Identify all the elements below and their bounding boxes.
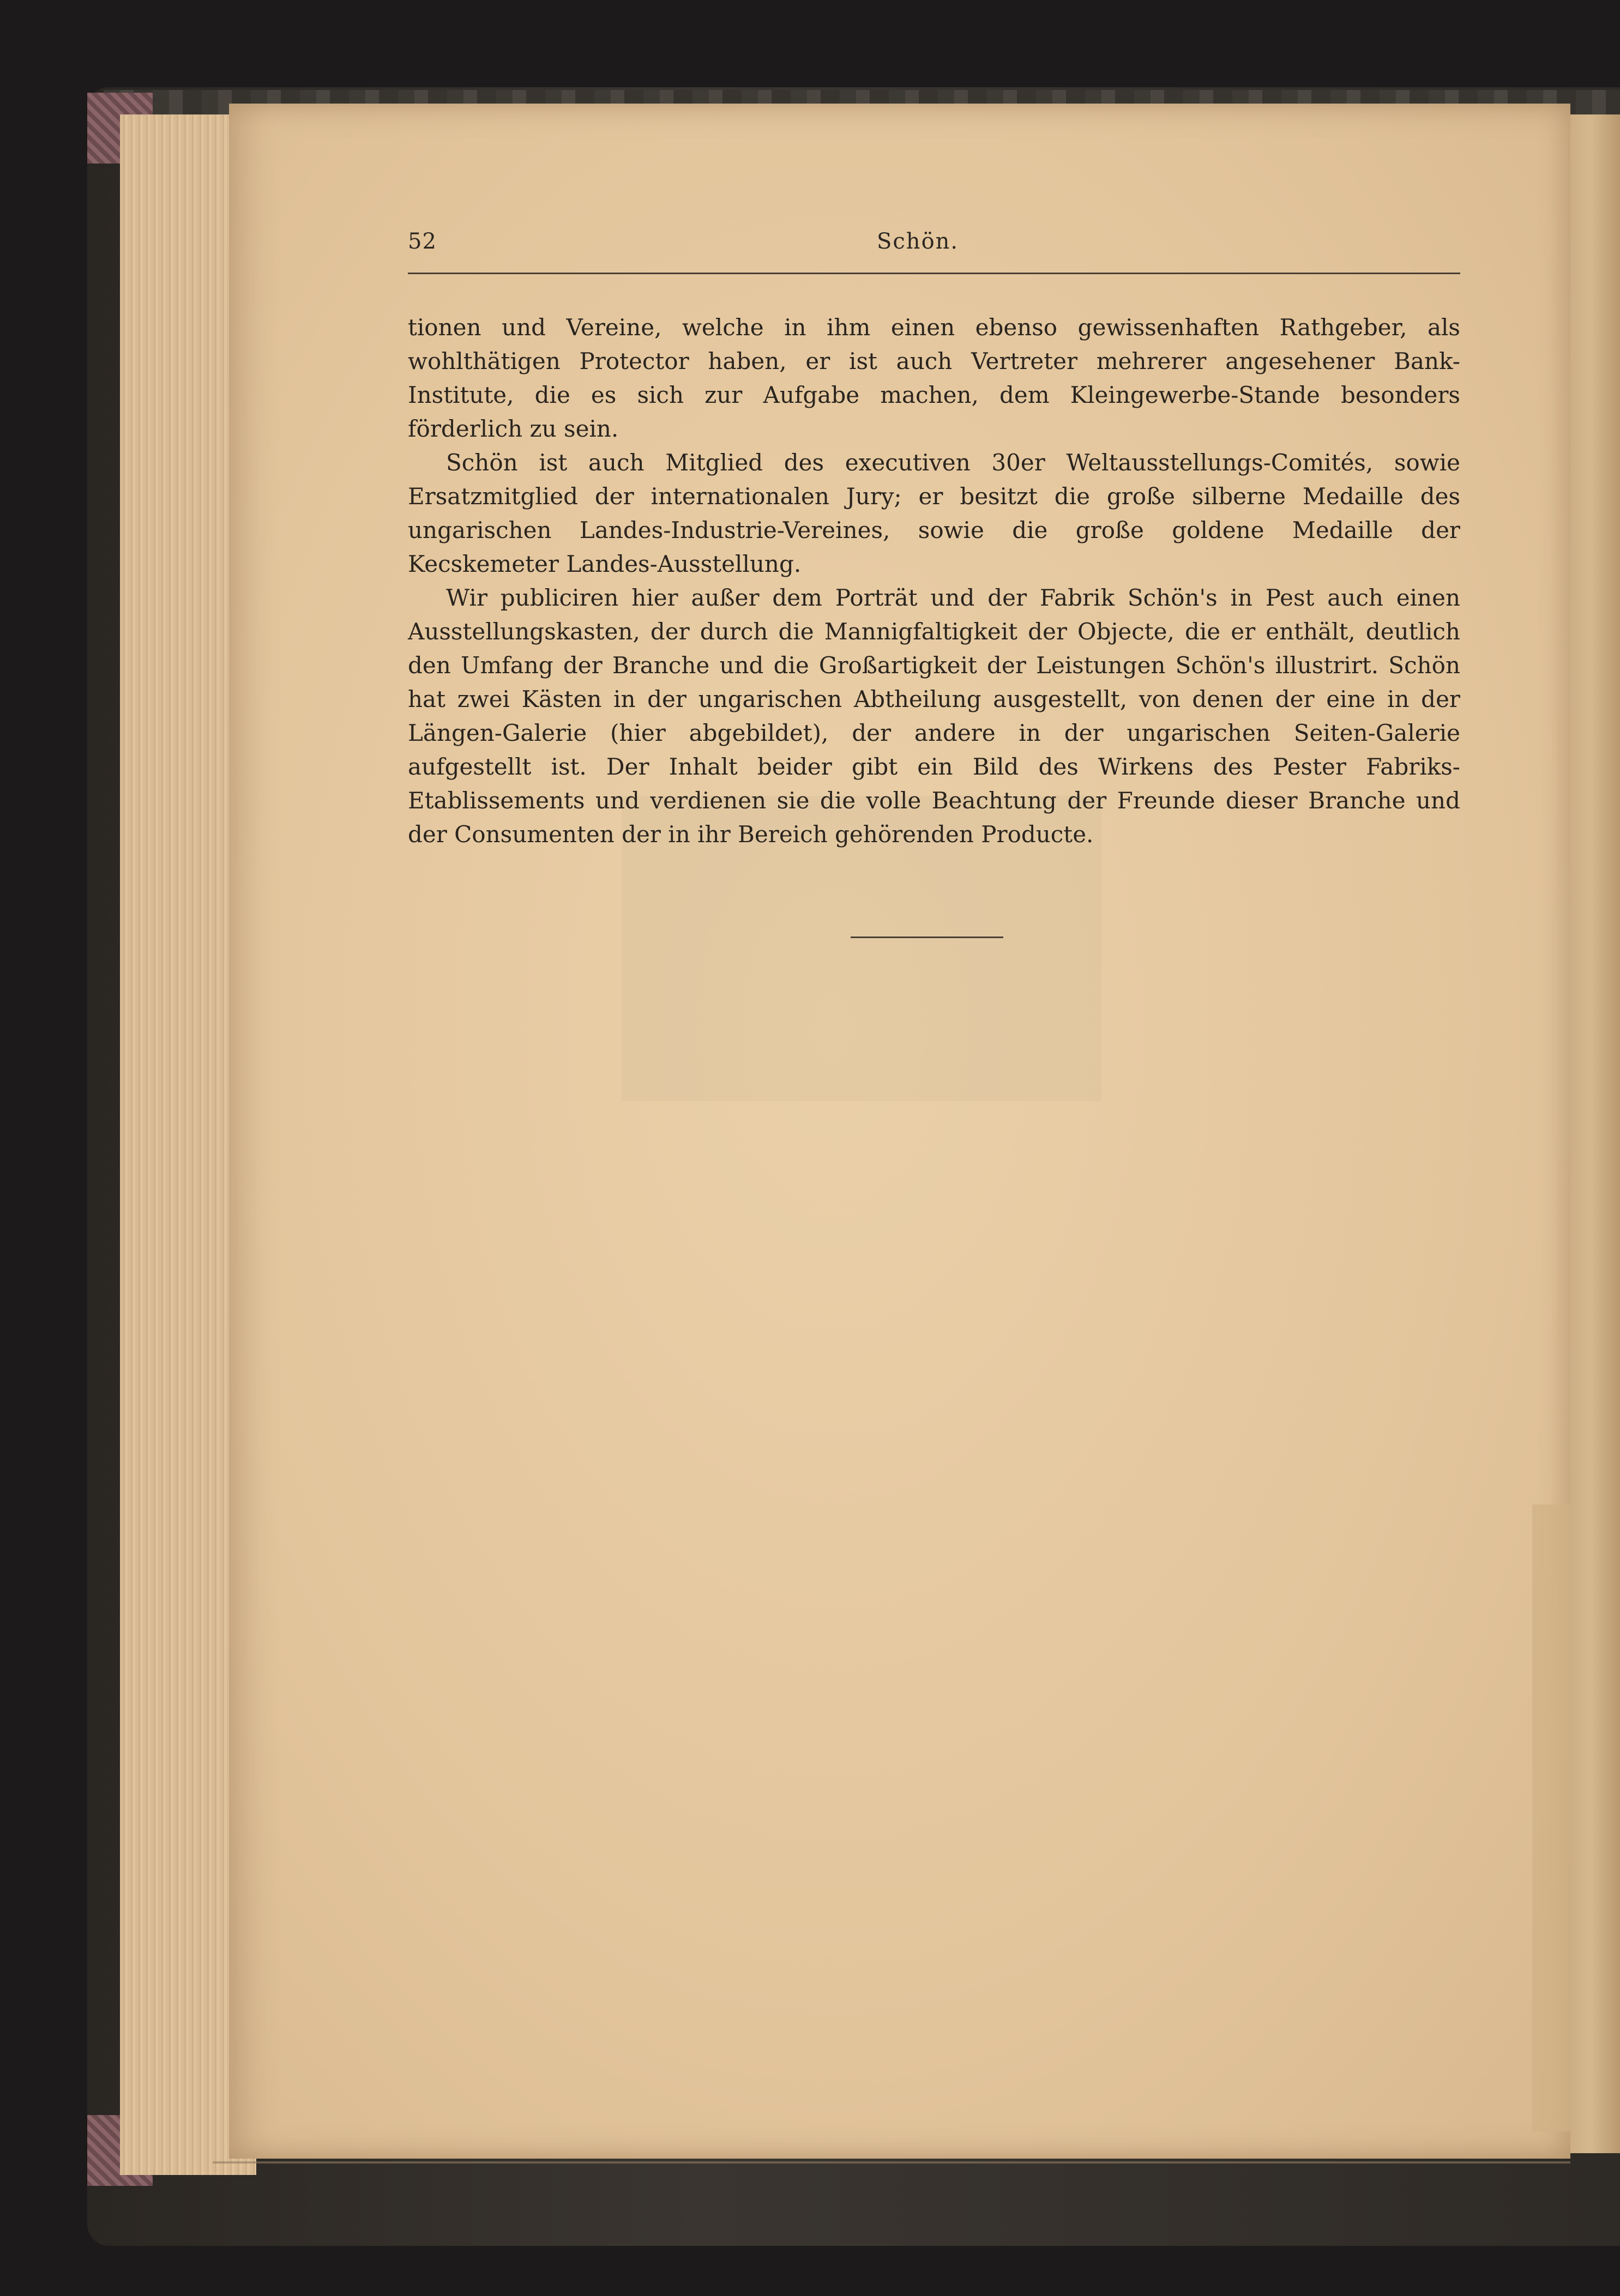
body-text: [408, 311, 1460, 851]
page-tab-strip: [1532, 1505, 1570, 2131]
header-rule: [408, 273, 1460, 274]
paragraph-3: Wir publiciren hier außer dem Porträt und der Fabrik Schön's in Pest auch einen Ausstellungskasten, der durch die Mannigfaltigkeit der Objecte, die er enthält, deutlich den Umfang der Branche und die Großartigkeit der Leistungen Schön's illustrirt. Schön hat zwei Kästen in der ungarischen Abtheilung ausgestellt, von denen der eine in der Längen-Galerie (hier abgebildet), der andere in der ungarischen Seiten-Galerie aufgestellt ist. Der Inhalt beider gibt ein Bild des Wirkens des Pester Fabriks-Etablissements und verdienen sie die volle Beachtung der Freunde dieser Branche und der Consumenten der in ihr Bereich gehörenden Producte.: [408, 584, 1460, 848]
page-bottom-edge: [213, 2161, 1570, 2164]
running-title: Schön.: [877, 229, 959, 254]
page-number: 52: [408, 229, 437, 254]
page-header: [408, 229, 1460, 273]
paragraph-1: tionen und Vereine, welche in ihm einen ebenso gewissenhaften Rathgeber, als wohlthätigen Protector haben, er ist auch Vertreter mehrerer angesehener Bank-Institute, die es sich zur Aufgabe machen, dem Kleingewerbe-Stande besonders förderlich zu sein.: [408, 314, 1460, 442]
paragraph-2: Schön ist auch Mitglied des executiven 30er Weltausstellungs-Comités, sowie Ersatzmitglied der internationalen Jury; er besitzt die große silberne Medaille des ungarischen Landes-Industrie-Vereines, sowie die große goldene Medaille der Kecskemeter Landes-Ausstellung.: [408, 449, 1460, 577]
section-end-rule: [851, 936, 1003, 938]
facing-page-edge: [1570, 114, 1620, 2153]
